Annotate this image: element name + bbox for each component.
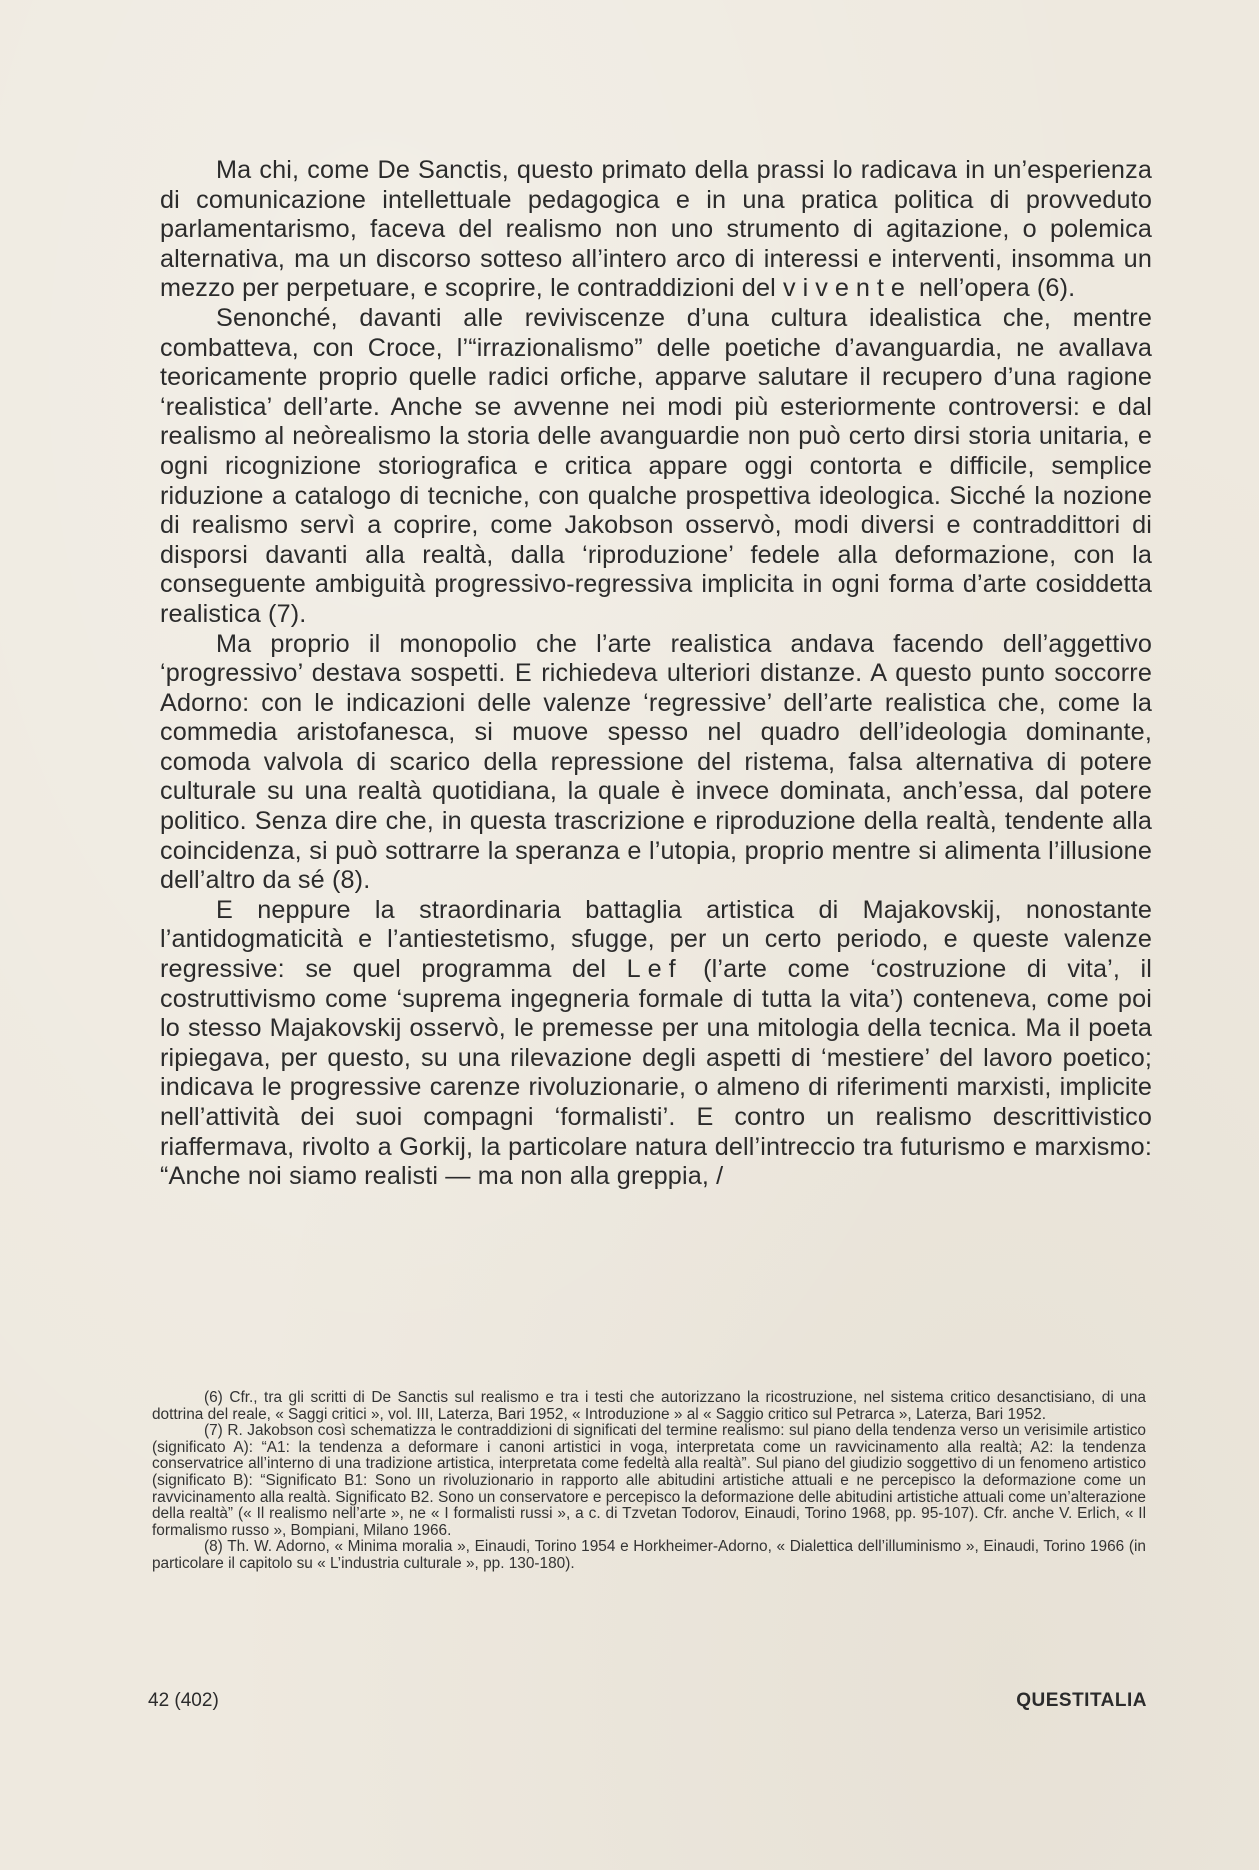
paragraph-4-text: E neppure la straordinaria battaglia artistica di Majakovskij, nonostante l’antidogmaticità e l’antiestetismo, sfugge, per un certo periodo, e queste valenze regressive: se quel programma del (160, 895, 1152, 984)
body-text (160, 156, 1152, 1192)
footnote-6: (6) Cfr., tra gli scritti di De Sanctis sul realismo e tra i testi che autorizzano la ricostruzione, nel sistema critico desanctisiano, di una dottrina del reale, « Saggi critici », vol. III, Laterza, Bari 1952, « Introduzione » al « Saggio critico sul Petrarca », Laterza, Bari 1952. (152, 1389, 1146, 1423)
page-number: 42 (402) (148, 1690, 219, 1711)
paragraph-2: Senonché, davanti alle reviviscenze d’una cultura idealistica che, mentre combatteva, con Croce, l’“irrazionalismo” delle poetiche d’avanguardia, ne avallava teoricamente proprio quelle radici orfiche, apparve salutare il recupero d’una ragione ‘realistica’ dell’arte. Anche se avvenne nei modi più esteriormente controversi: e dal realismo al neòrealismo la storia delle avanguardie non può certo dirsi storia unitaria, e ogni ricognizione storiografica e critica appare oggi contorta e difficile, semplice riduzione a catalogo di tecniche, con qualche prospettiva ideologica. Sicché la nozione di realismo servì a coprire, come Jakobson osservò, modi diversi e contraddittori di disporsi davanti alla realtà, dalla ‘riproduzione’ fedele alla deformazione, con la conseguente ambiguità progressivo-regressiva implicita in ogni forma d’arte cosiddetta realistica (7). (160, 303, 1152, 628)
paragraph-4-end: (l’arte come ‘costruzione di vita’, il costruttivismo come ‘suprema ingegneria formale di tutta la vita’) conteneva, come poi lo stesso Majakovskij osservò, le premesse per una mitologia della tecnica. Ma il poeta ripiegava, per questo, su una rilevazione degli aspetti di ‘mestiere’ del lavoro poetico; indicava le progressive carenze rivoluzionarie, o almeno di riferimenti marxisti, implicite nell’attività dei suoi compagni ‘formalisti’. E contro un realismo descrittivistico riaffermava, rivolto a Gorkij, la particolare natura dell’intreccio tra futurismo e marxismo: “Anche noi siamo realisti — ma non alla greppia, / (160, 955, 1152, 1191)
footnote-7: (7) R. Jakobson così schematizza le contraddizioni di significati del termine realismo: sul piano della tendenza verso un verisimile artistico (significato A): “A1: la tendenza a deformare i canoni artistici in voga, interpretata come un ravvicinamento alla realtà; A2: la tendenza conservatrice all’interno di una tradizione artistica, interpretata come fedeltà alla realtà”. Sul piano del giudizio soggettivo di un fenomeno artistico (significato B): “Significato B1: Sono un rivoluzionario in rapporto alle abitudini artistiche attuali e ne percepisco la deformazione come un ravvicinamento alla realtà. Significato B2. Sono un conservatore e percepisco la deformazione delle abitudini artistiche attuali come un’alterazione della realtà” (« Il realismo nell’arte », ne « I formalisti russi », a c. di Tzvetan Todorov, Einaudi, Torino 1968, pp. 95-107). Cfr. anche V. Erlich, « Il formalismo russo », Bompiani, Milano 1966. (152, 1422, 1146, 1539)
emphasis-lef: Lef (626, 955, 683, 984)
paragraph-1-end: nell’opera (6). (919, 274, 1076, 303)
emphasis-vivente: vivente (783, 274, 912, 303)
paragraph-1 (160, 156, 1152, 304)
footnotes (152, 1390, 1146, 1573)
paragraph-4 (160, 896, 1152, 1192)
journal-title: QUESTITALIA (1016, 1690, 1147, 1711)
paragraph-3: Ma proprio il monopolio che l’arte realistica andava facendo dell’aggettivo ‘progressivo’ destava sospetti. E richiedeva ulteriori distanze. A questo punto soccorre Adorno: con le indicazioni delle valenze ‘regressive’ dell’arte realistica che, come la commedia aristofanesca, si muove spesso nel quadro dell’ideologia dominante, comoda valvola di scarico della repressione del ristema, falsa alternativa di potere culturale su una realtà quotidiana, la quale è invece dominata, anch’essa, dal potere politico. Senza dire che, in questa trascrizione e riproduzione della realtà, tendente alla coincidenza, si può sottrarre la speranza e l’utopia, proprio mentre si alimenta l’illusione dell’altro da sé (8). (160, 629, 1152, 895)
paragraph-1-text: Ma chi, come De Sanctis, questo primato della prassi lo radicava in un’esperienza di comunicazione intellettuale pedagogica e in una pratica politica di provveduto parlamentarismo, faceva del realismo non uno strumento di agitazione, o polemica alternativa, ma un discorso sotteso all’intero arco di interessi e interventi, insomma un mezzo per perpetuare, e scoprire, le contraddizioni del (160, 156, 1152, 303)
footnote-8: (8) Th. W. Adorno, « Minima moralia », Einaudi, Torino 1954 e Horkheimer-Adorno, « Dialettica dell’illuminismo », Einaudi, Torino 1966 (in particolare il capitolo su « L’industria culturale », pp. 130-180). (152, 1538, 1146, 1572)
